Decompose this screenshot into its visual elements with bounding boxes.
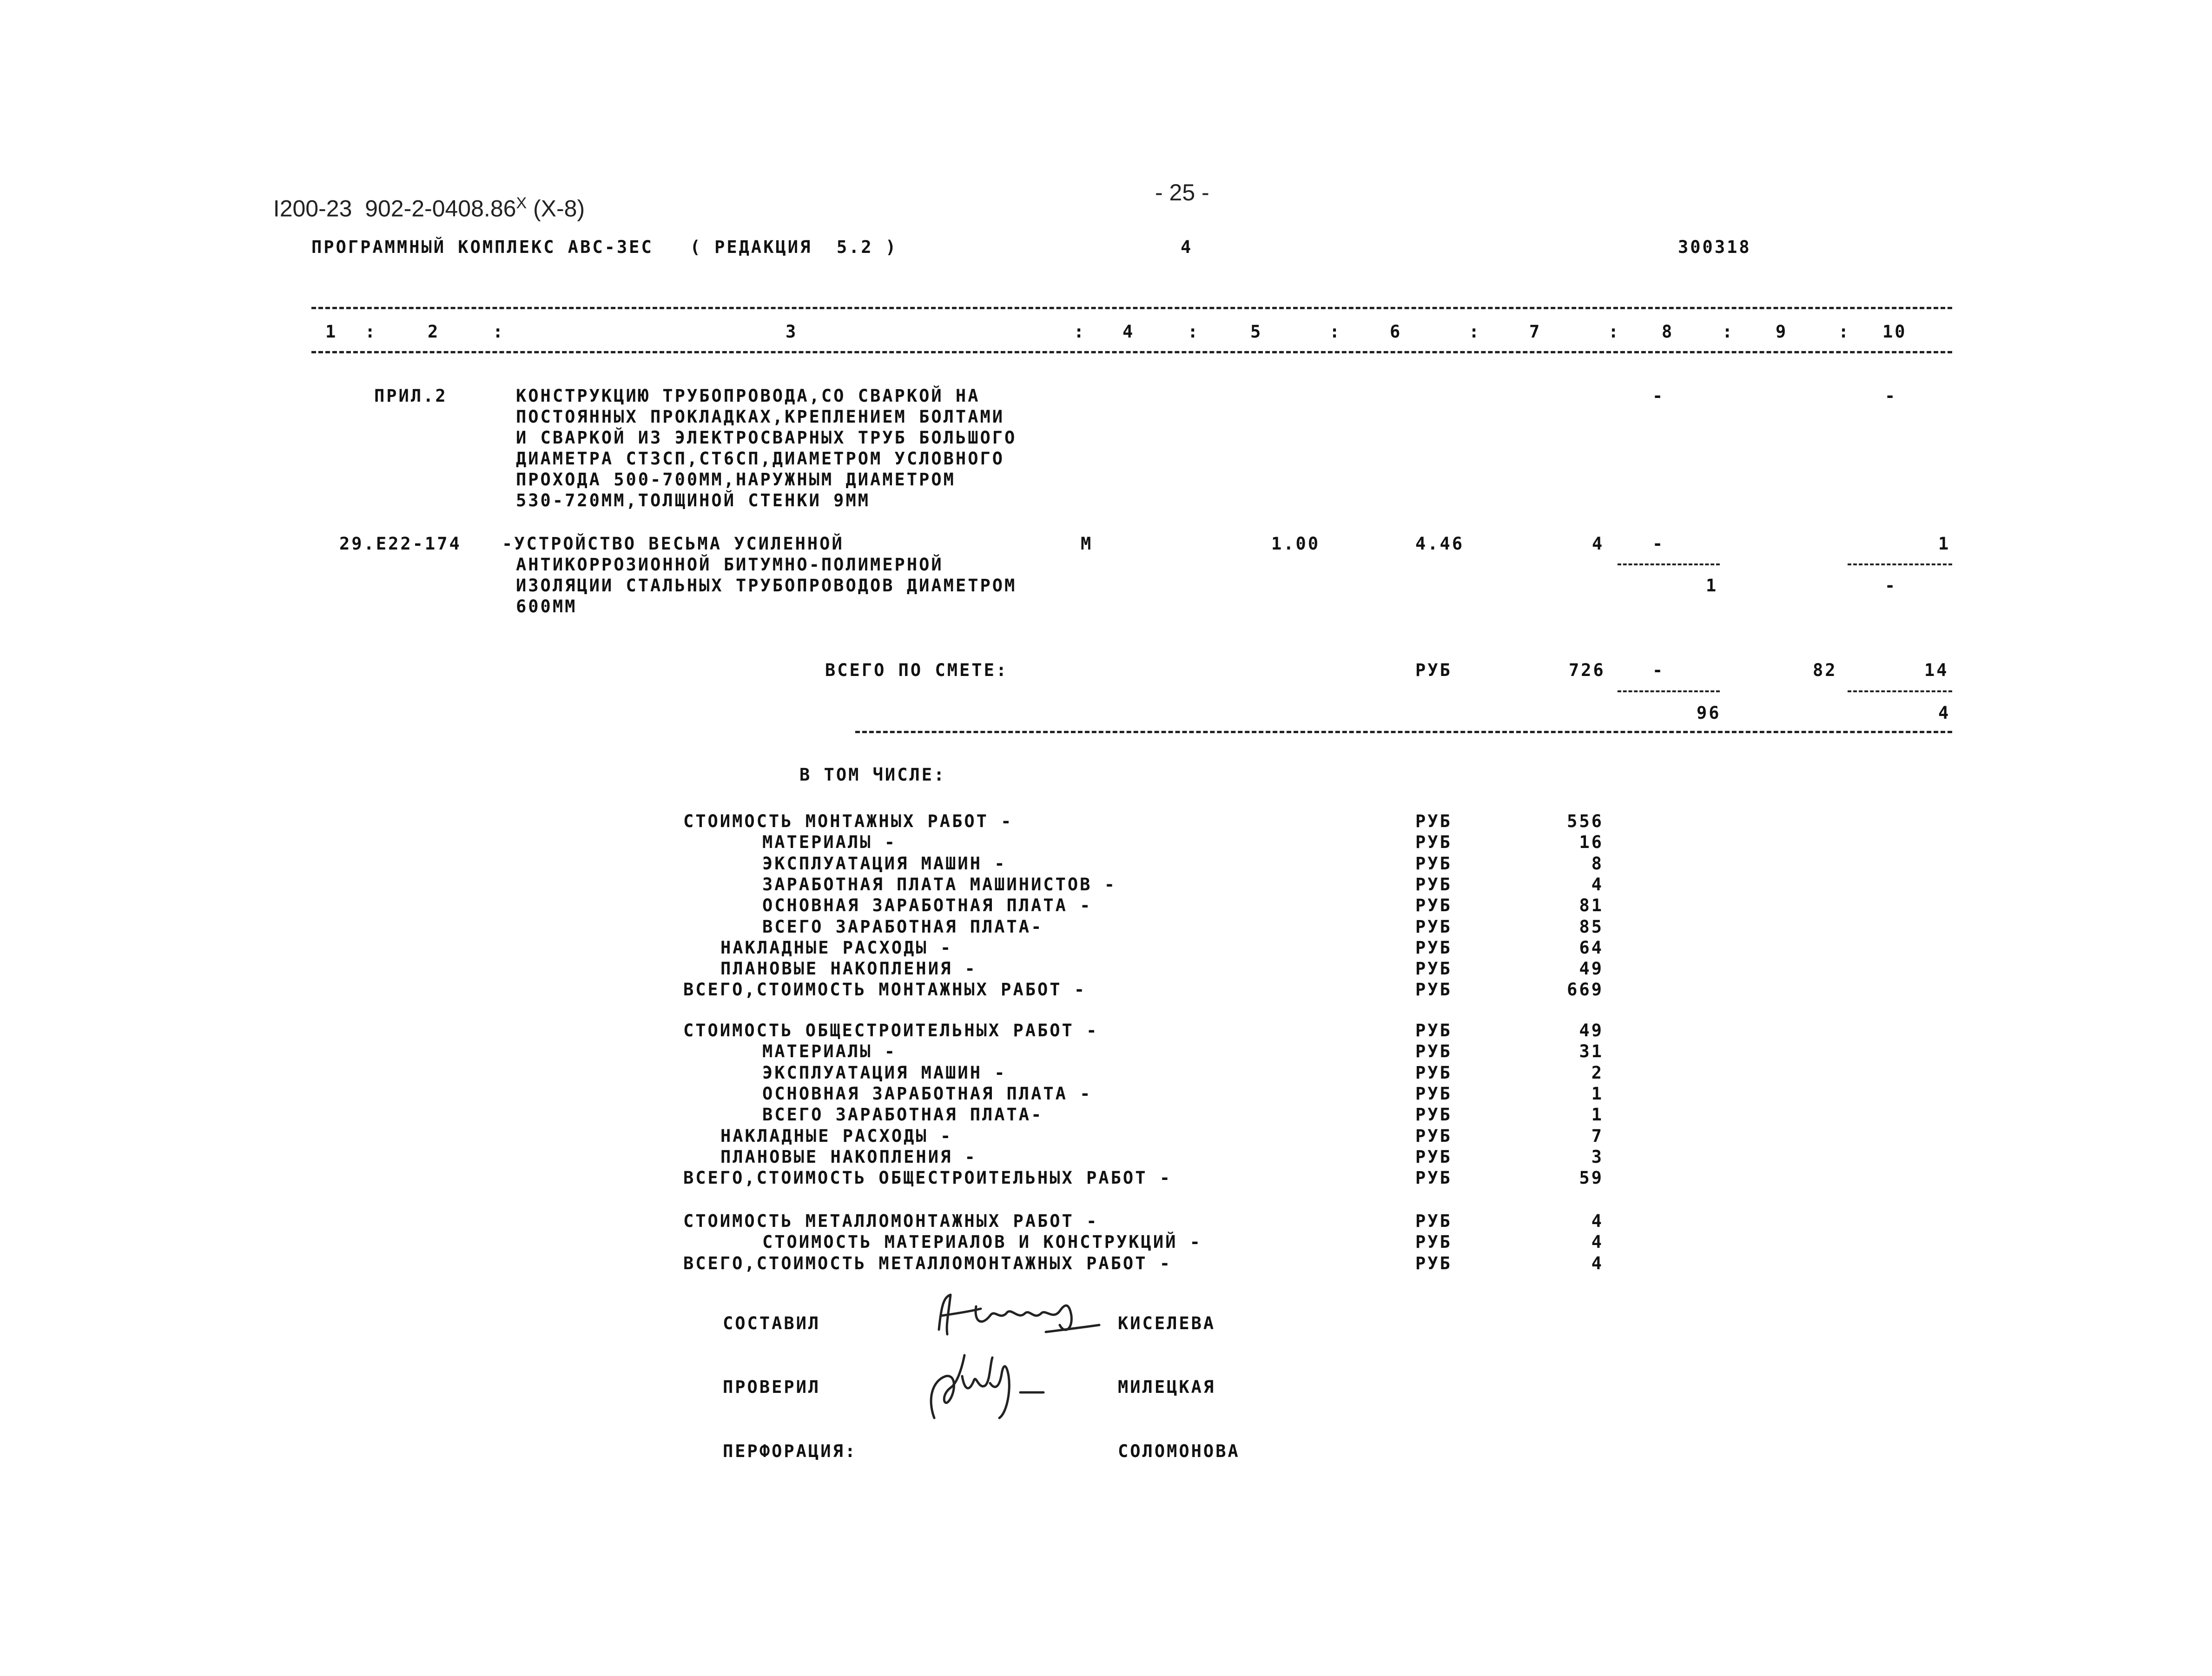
table-header-rule [311, 351, 1952, 353]
breakdown-unit: РУБ [1415, 1253, 1452, 1273]
breakdown-value: 49 [1579, 959, 1604, 979]
breakdown-unit: РУБ [1415, 1232, 1452, 1252]
breakdown-value: 1 [1591, 1083, 1604, 1104]
column-number-10: 10 [1882, 322, 1907, 342]
total-amount: 726 [1569, 660, 1605, 680]
column-number-3: 3 [786, 322, 798, 342]
signature-role-checked: ПРОВЕРИЛ [723, 1377, 821, 1397]
breakdown-label: ВСЕГО,СТОИМОСТЬ МЕТАЛЛОМОНТАЖНЫХ РАБОТ - [683, 1253, 1172, 1273]
breakdown-label: СТОИМОСТЬ МОНТАЖНЫХ РАБОТ - [683, 811, 1013, 831]
row-2-description-line: 600ММ [516, 596, 577, 616]
breakdown-unit: РУБ [1415, 980, 1452, 1000]
total-col10-rule [1848, 690, 1952, 692]
breakdown-unit: РУБ [1415, 1020, 1452, 1040]
breakdown-unit: РУБ [1415, 1168, 1452, 1188]
breakdown-value: 31 [1579, 1041, 1604, 1062]
estimate-code: 300318 [1678, 237, 1751, 257]
breakdown-value: 8 [1591, 853, 1604, 874]
row-2-quantity: 1.00 [1271, 534, 1321, 554]
column-number-5: 5 [1250, 322, 1263, 342]
breakdown-value: 81 [1579, 895, 1604, 916]
column-number-row [0, 322, 2212, 345]
breakdown-unit: РУБ [1415, 1146, 1452, 1167]
total-col10-top: 14 [1924, 660, 1949, 680]
total-col8-bottom: 96 [1697, 703, 1721, 723]
row-1-description-line: КОНСТРУКЦИЮ ТРУБОПРОВОДА,СО СВАРКОЙ НА [516, 386, 980, 406]
signature-name-checked: МИЛЕЦКАЯ [1118, 1377, 1216, 1397]
signature-name-perforation: СОЛОМОНОВА [1118, 1441, 1240, 1461]
row-2-total: 4 [1592, 534, 1605, 554]
column-separator: : [365, 322, 377, 342]
column-separator: : [1074, 322, 1086, 342]
row-2-col10-top: 1 [1938, 534, 1951, 554]
row-2-code: 29.E22-174 [339, 534, 462, 554]
column-separator: : [1608, 322, 1621, 342]
breakdown-unit: РУБ [1415, 832, 1452, 853]
breakdown-value: 669 [1567, 980, 1604, 1000]
breakdown-value: 16 [1579, 832, 1604, 853]
row-2-description-line: АНТИКОРРОЗИОННОЙ БИТУМНО-ПОЛИМЕРНОЙ [516, 555, 944, 575]
document-code-superscript: X [516, 194, 527, 212]
breakdown-label: ЗАРАБОТНАЯ ПЛАТА МАШИНИСТОВ - [762, 874, 1117, 894]
breakdown-value: 4 [1591, 1253, 1604, 1273]
signature-name-compiled: КИСЕЛЕВА [1118, 1313, 1216, 1333]
column-number-4: 4 [1123, 322, 1135, 342]
breakdown-unit: РУБ [1415, 1083, 1452, 1104]
breakdown-label: ВСЕГО ЗАРАБОТНАЯ ПЛАТА- [762, 916, 1043, 937]
row-1-description-line: 530-720ММ,ТОЛЩИНОЙ СТЕНКИ 9ММ [516, 490, 871, 510]
breakdown-label: ПЛАНОВЫЕ НАКОПЛЕНИЯ - [720, 1146, 977, 1167]
column-number-7: 7 [1529, 322, 1542, 342]
total-label: ВСЕГО ПО СМЕТЕ: [825, 660, 1009, 680]
breakdown-unit: РУБ [1415, 1211, 1452, 1231]
breakdown-label: МАТЕРИАЛЫ - [762, 832, 897, 853]
row-1-code: ПРИЛ.2 [374, 386, 448, 406]
breakdown-value: 7 [1591, 1126, 1604, 1146]
breakdown-unit: РУБ [1415, 895, 1452, 916]
breakdown-value: 556 [1567, 811, 1604, 831]
breakdown-value: 64 [1579, 937, 1604, 958]
row-2-col8-bottom: 1 [1706, 576, 1718, 596]
breakdown-value: 2 [1591, 1062, 1604, 1083]
breakdown-value: 59 [1579, 1168, 1604, 1188]
breakdown-label: ОСНОВНАЯ ЗАРАБОТНАЯ ПЛАТА - [762, 1083, 1092, 1104]
breakdown-label: ЭКСПЛУАТАЦИЯ МАШИН - [762, 853, 1007, 874]
signature-compiled [930, 1288, 1106, 1344]
signature-role-compiled: СОСТАВИЛ [723, 1313, 821, 1333]
row-2-col10-bottom: - [1885, 576, 1897, 596]
column-number-6: 6 [1390, 322, 1402, 342]
breakdown-label: СТОИМОСТЬ МАТЕРИАЛОВ И КОНСТРУКЦИЙ - [762, 1232, 1202, 1252]
signature-role-perforation: ПЕРФОРАЦИЯ: [723, 1441, 858, 1461]
breakdown-value: 1 [1591, 1105, 1604, 1125]
breakdown-label: СТОИМОСТЬ МЕТАЛЛОМОНТАЖНЫХ РАБОТ - [683, 1211, 1099, 1231]
breakdown-label: ВСЕГО,СТОИМОСТЬ ОБЩЕСТРОИТЕЛЬНЫХ РАБОТ - [683, 1168, 1172, 1188]
breakdown-unit: РУБ [1415, 1062, 1452, 1083]
total-col8-top: - [1652, 660, 1665, 680]
total-col8-rule [1618, 690, 1720, 692]
breakdown-label: НАКЛАДНЫЕ РАСХОДЫ - [720, 937, 953, 958]
column-separator: : [1722, 322, 1735, 342]
column-separator: : [1329, 322, 1342, 342]
column-separator: : [1838, 322, 1851, 342]
row-1-description-line: ПОСТОЯННЫХ ПРОКЛАДКАХ,КРЕПЛЕНИЕМ БОЛТАМИ [516, 407, 1005, 427]
row-1-description-line: ДИАМЕТРА СТ3СП,СТ6СП,ДИАМЕТРОМ УСЛОВНОГО [516, 449, 1005, 469]
breakdown-unit: РУБ [1415, 916, 1452, 937]
breakdown-label: НАКЛАДНЫЕ РАСХОДЫ - [720, 1126, 953, 1146]
total-bottom-rule [855, 731, 1952, 733]
table-top-rule [311, 307, 1952, 309]
document-code-main: I200-23 902-2-0408.86 [273, 195, 516, 222]
column-number-1: 1 [325, 322, 338, 342]
row-2-col8-rule [1618, 563, 1720, 565]
breakdown-unit: РУБ [1415, 1126, 1452, 1146]
row-1-col10: - [1885, 386, 1897, 406]
row-2-col8-top: - [1652, 534, 1665, 554]
program-name: ПРОГРАММНЫЙ КОМПЛЕКС АВС-3ЕС ( РЕДАКЦИЯ 5.2 ) [311, 237, 898, 257]
column-number-9: 9 [1776, 322, 1788, 342]
breakdown-unit: РУБ [1415, 811, 1452, 831]
breakdown-unit: РУБ [1415, 874, 1452, 894]
breakdown-unit: РУБ [1415, 1041, 1452, 1062]
breakdown-value: 3 [1591, 1146, 1604, 1167]
total-col10-bottom: 4 [1938, 703, 1951, 723]
breakdown-value: 49 [1579, 1020, 1604, 1040]
row-2-price: 4.46 [1415, 534, 1465, 554]
breakdown-unit: РУБ [1415, 1105, 1452, 1125]
row-1-col8: - [1652, 386, 1665, 406]
column-separator: : [1469, 322, 1481, 342]
column-number-2: 2 [428, 322, 440, 342]
breakdown-unit: РУБ [1415, 959, 1452, 979]
breakdown-label: ВСЕГО,СТОИМОСТЬ МОНТАЖНЫХ РАБОТ - [683, 980, 1087, 1000]
breakdown-title: В ТОМ ЧИСЛЕ: [799, 765, 946, 785]
breakdown-value: 4 [1591, 874, 1604, 894]
column-separator: : [1188, 322, 1200, 342]
signature-checked [920, 1348, 1069, 1427]
row-2-unit: М [1081, 534, 1093, 554]
row-1-description-line: И СВАРКОЙ ИЗ ЭЛЕКТРОСВАРНЫХ ТРУБ БОЛЬШОГО [516, 428, 1017, 448]
total-col9: 82 [1813, 660, 1837, 680]
breakdown-label: СТОИМОСТЬ ОБЩЕСТРОИТЕЛЬНЫХ РАБОТ - [683, 1020, 1099, 1040]
row-1-description-line: ПРОХОДА 500-700ММ,НАРУЖНЫМ ДИАМЕТРОМ [516, 470, 956, 490]
total-unit: РУБ [1415, 660, 1452, 680]
column-number-8: 8 [1662, 322, 1674, 342]
breakdown-value: 4 [1591, 1211, 1604, 1231]
breakdown-label: ПЛАНОВЫЕ НАКОПЛЕНИЯ - [720, 959, 977, 979]
breakdown-label: ВСЕГО ЗАРАБОТНАЯ ПЛАТА- [762, 1105, 1043, 1125]
page-number: - 25 - [1155, 179, 1209, 205]
row-2-col10-rule [1848, 563, 1952, 565]
breakdown-label: МАТЕРИАЛЫ - [762, 1041, 897, 1062]
row-2-description-line: -УСТРОЙСТВО ВЕСЬМА УСИЛЕННОЙ [502, 534, 844, 554]
breakdown-value: 85 [1579, 916, 1604, 937]
breakdown-label: ЭКСПЛУАТАЦИЯ МАШИН - [762, 1062, 1007, 1083]
document-code-suffix: (X-8) [527, 195, 585, 222]
breakdown-unit: РУБ [1415, 937, 1452, 958]
column-separator: : [493, 322, 505, 342]
breakdown-value: 4 [1591, 1232, 1604, 1252]
document-code [260, 167, 585, 222]
sheet-number: 4 [1181, 237, 1193, 257]
row-2-description-line: ИЗОЛЯЦИИ СТАЛЬНЫХ ТРУБОПРОВОДОВ ДИАМЕТРОМ [516, 576, 1017, 596]
breakdown-unit: РУБ [1415, 853, 1452, 874]
breakdown-label: ОСНОВНАЯ ЗАРАБОТНАЯ ПЛАТА - [762, 895, 1092, 916]
